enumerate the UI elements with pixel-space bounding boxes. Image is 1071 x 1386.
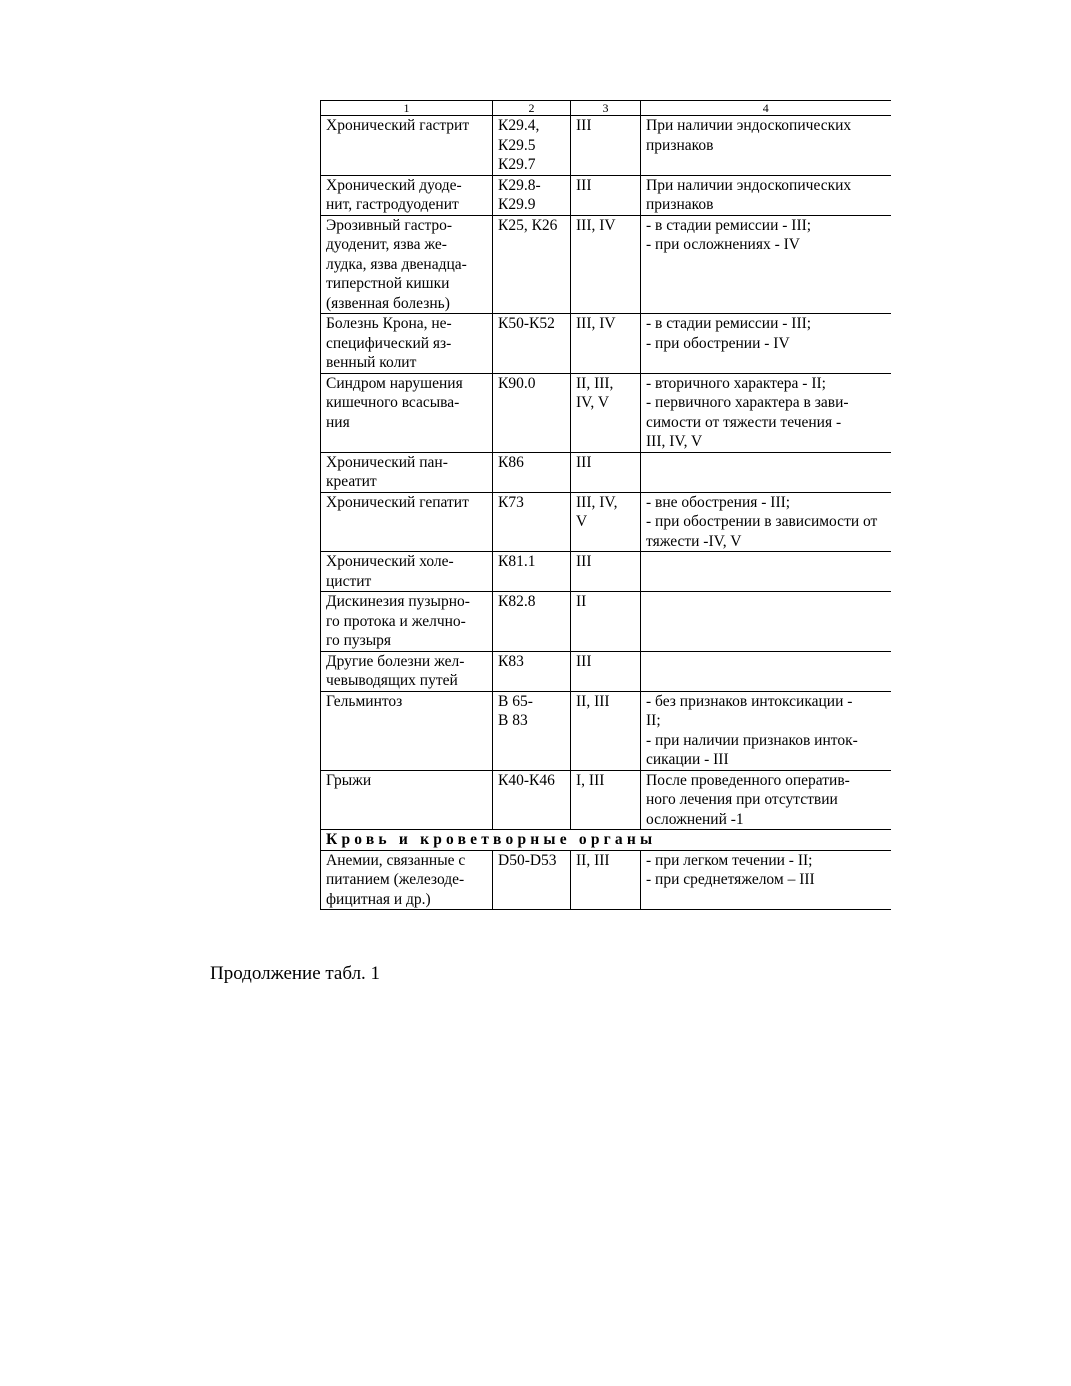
note-cell xyxy=(641,452,891,492)
group-cell: III xyxy=(571,452,641,492)
disease-cell: Эрозивный гастро- дуоденит, язва же- лудка, язва двенадца- типерстной кишки (язвенная болезнь) xyxy=(321,215,493,314)
icd-code-cell: В 65- В 83 xyxy=(493,691,571,770)
group-cell: II, III xyxy=(571,691,641,770)
disease-cell: Гельминтоз xyxy=(321,691,493,770)
table-row xyxy=(321,850,891,910)
table-row xyxy=(321,215,891,314)
table-row xyxy=(321,592,891,652)
table-row xyxy=(321,552,891,592)
header-col-4: 4 xyxy=(641,101,891,116)
note-cell: При наличии эндоскопических признаков xyxy=(641,116,891,176)
group-cell: III xyxy=(571,552,641,592)
icd-code-cell: К50-К52 xyxy=(493,314,571,374)
disease-cell: Хронический гепатит xyxy=(321,492,493,552)
table-row xyxy=(321,492,891,552)
table-body xyxy=(321,116,891,910)
disease-cell: Другие болезни жел- чевыводящих путей xyxy=(321,651,493,691)
note-cell: - вне обострения - III; - при обострении в зависимости от тяжести -IV, V xyxy=(641,492,891,552)
group-cell: II, III, IV, V xyxy=(571,373,641,452)
header-col-2: 2 xyxy=(493,101,571,116)
note-cell: После проведенного оператив- ного лечения при отсутствии осложнений -1 xyxy=(641,770,891,830)
icd-code-cell: К29.4, К29.5 К29.7 xyxy=(493,116,571,176)
disease-cell: Грыжи xyxy=(321,770,493,830)
disease-table xyxy=(320,100,891,910)
group-cell: II, III xyxy=(571,850,641,910)
table-row xyxy=(321,452,891,492)
icd-code-cell: К25, К26 xyxy=(493,215,571,314)
group-cell: III xyxy=(571,651,641,691)
icd-code-cell: К81.1 xyxy=(493,552,571,592)
note-cell: - в стадии ремиссии - III; - при осложнениях - IV xyxy=(641,215,891,314)
note-cell xyxy=(641,651,891,691)
note-cell xyxy=(641,592,891,652)
disease-cell: Хронический дуоде- нит, гастродуоденит xyxy=(321,175,493,215)
note-cell xyxy=(641,552,891,592)
note-cell: При наличии эндоскопических признаков xyxy=(641,175,891,215)
disease-cell: Хронический гастрит xyxy=(321,116,493,176)
icd-code-cell: К82.8 xyxy=(493,592,571,652)
disease-cell: Дискинезия пузырно- го протока и желчно- го пузыря xyxy=(321,592,493,652)
table-header xyxy=(321,101,891,116)
group-cell: III, IV xyxy=(571,215,641,314)
table-row xyxy=(321,373,891,452)
header-col-3: 3 xyxy=(571,101,641,116)
table-row xyxy=(321,175,891,215)
header-row xyxy=(321,101,891,116)
table-row xyxy=(321,116,891,176)
disease-cell: Синдром нарушения кишечного всасыва- ния xyxy=(321,373,493,452)
note-cell: - в стадии ремиссии - III; - при обострении - IV xyxy=(641,314,891,374)
icd-code-cell: К29.8- К29.9 xyxy=(493,175,571,215)
icd-code-cell: К83 xyxy=(493,651,571,691)
group-cell: III, IV, V xyxy=(571,492,641,552)
icd-code-cell: К73 xyxy=(493,492,571,552)
icd-code-cell: К90.0 xyxy=(493,373,571,452)
disease-cell: Болезнь Крона, не- специфический яз- венный колит xyxy=(321,314,493,374)
table-row xyxy=(321,691,891,770)
table-continuation-caption: Продолжение табл. 1 xyxy=(210,963,381,984)
group-cell: III xyxy=(571,175,641,215)
note-cell: - без признаков интоксикации - II; - при наличии признаков инток- сикации - III xyxy=(641,691,891,770)
group-cell: II xyxy=(571,592,641,652)
section-title: Кровь и кроветворные органы xyxy=(321,830,891,851)
icd-code-cell: К86 xyxy=(493,452,571,492)
table-row xyxy=(321,314,891,374)
disease-cell: Анемии, связанные с питанием (железоде- фицитная и др.) xyxy=(321,850,493,910)
section-header-row xyxy=(321,830,891,851)
disease-cell: Хронический холе- цистит xyxy=(321,552,493,592)
header-col-1: 1 xyxy=(321,101,493,116)
disease-cell: Хронический пан- креатит xyxy=(321,452,493,492)
group-cell: III xyxy=(571,116,641,176)
group-cell: I, III xyxy=(571,770,641,830)
note-cell: - вторичного характера - II; - первичного характера в зави- симости от тяжести течения - III, IV, V xyxy=(641,373,891,452)
note-cell: - при легком течении - II; - при среднетяжелом – III xyxy=(641,850,891,910)
icd-code-cell: К40-К46 xyxy=(493,770,571,830)
icd-code-cell: D50-D53 xyxy=(493,850,571,910)
group-cell: III, IV xyxy=(571,314,641,374)
table-row xyxy=(321,770,891,830)
table-row xyxy=(321,651,891,691)
